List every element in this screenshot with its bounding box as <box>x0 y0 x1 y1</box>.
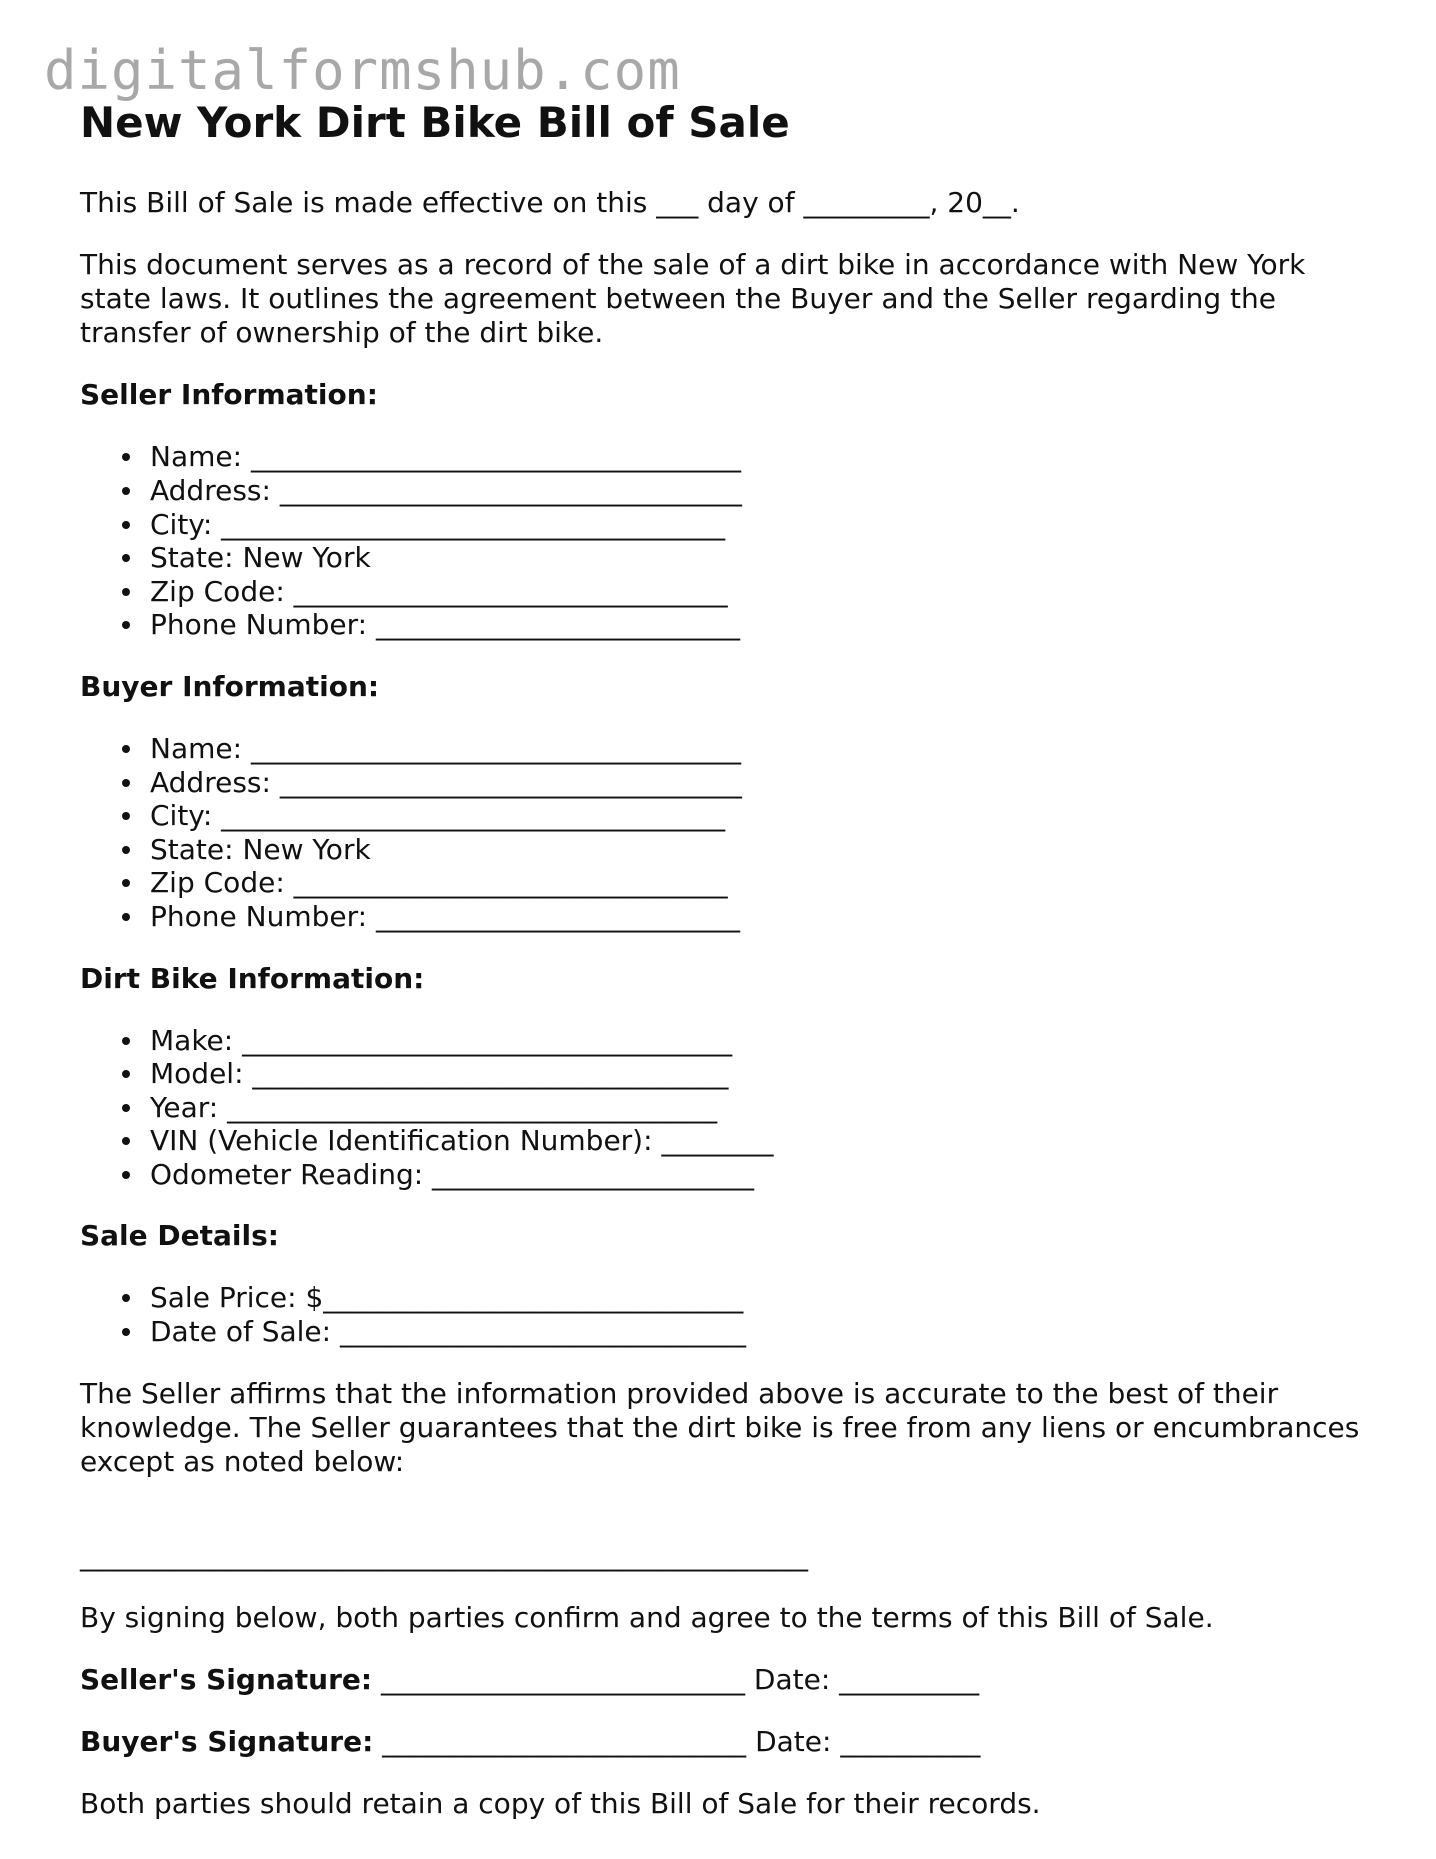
bike-year-field[interactable]: Year: ___________________________________ <box>150 1091 1370 1125</box>
sale-section-heading: Sale Details: <box>80 1219 279 1253</box>
bike-info-list <box>80 1024 1370 1192</box>
seller-phone-field[interactable]: Phone Number: __________________________ <box>150 608 1370 642</box>
liens-notes-field[interactable]: ____________________________________________________ <box>80 1538 808 1572</box>
closing-paragraph: Both parties should retain a copy of this Bill of Sale for their records. <box>80 1786 1041 1820</box>
intro-paragraph: This document serves as a record of the sale of a dirt bike in accordance with New York state laws. It outlines the agreement between the Buyer and the Seller regarding the transfer of ownership of the dirt bike. <box>80 248 1306 350</box>
seller-state-field: State: New York <box>150 541 1370 575</box>
spacer <box>80 1507 1370 1539</box>
document-body <box>80 98 1370 1849</box>
effective-date-line: This Bill of Sale is made effective on this ___ day of _________, 20__. <box>80 186 1020 220</box>
sale-price-field[interactable]: Sale Price: $______________________________ <box>150 1281 1370 1315</box>
seller-date-field[interactable]: __________ <box>839 1662 980 1696</box>
seller-signature-row <box>80 1663 1370 1697</box>
watermark-text: digitalformshub.com <box>44 39 681 102</box>
agreement-paragraph: By signing below, both parties confirm and agree to the terms of this Bill of Sale. <box>80 1600 1214 1634</box>
buyer-date-label: Date: <box>755 1724 832 1758</box>
bike-make-field[interactable]: Make: ___________________________________ <box>150 1024 1370 1058</box>
sale-details-list <box>80 1281 1370 1348</box>
bike-odometer-field[interactable]: Odometer Reading: _______________________ <box>150 1158 1370 1192</box>
buyer-signature-row <box>80 1725 1370 1759</box>
seller-signature-field[interactable]: __________________________ <box>381 1662 745 1696</box>
buyer-zip-field[interactable]: Zip Code: _______________________________ <box>150 866 1370 900</box>
buyer-info-list <box>80 732 1370 934</box>
seller-info-list <box>80 440 1370 642</box>
seller-city-field[interactable]: City: ____________________________________ <box>150 508 1370 542</box>
bike-model-field[interactable]: Model: __________________________________ <box>150 1057 1370 1091</box>
page-title: New York Dirt Bike Bill of Sale <box>80 98 790 147</box>
sale-date-field[interactable]: Date of Sale: _____________________________ <box>150 1315 1370 1349</box>
seller-name-field[interactable]: Name: ___________________________________ <box>150 440 1370 474</box>
seller-zip-field[interactable]: Zip Code: _______________________________ <box>150 575 1370 609</box>
bike-section-heading: Dirt Bike Information: <box>80 961 425 995</box>
seller-address-field[interactable]: Address: _________________________________ <box>150 474 1370 508</box>
seller-date-label: Date: <box>753 1662 831 1696</box>
buyer-phone-field[interactable]: Phone Number: __________________________ <box>150 900 1370 934</box>
buyer-signature-field[interactable]: __________________________ <box>382 1724 747 1758</box>
buyer-date-field[interactable]: __________ <box>840 1724 981 1758</box>
buyer-address-field[interactable]: Address: _________________________________ <box>150 766 1370 800</box>
seller-signature-label: Seller's Signature: <box>80 1662 373 1696</box>
buyer-state-field: State: New York <box>150 833 1370 867</box>
bike-vin-field[interactable]: VIN (Vehicle Identification Number): ________ <box>150 1124 1370 1158</box>
buyer-signature-label: Buyer's Signature: <box>80 1724 374 1758</box>
affirmation-paragraph: The Seller affirms that the information provided above is accurate to the best of their knowledge. The Seller guarantees that the dirt bike is free from any liens or encumbrances except as noted below: <box>80 1376 1360 1478</box>
buyer-city-field[interactable]: City: ____________________________________ <box>150 799 1370 833</box>
buyer-section-heading: Buyer Information: <box>80 669 380 703</box>
seller-section-heading: Seller Information: <box>80 378 378 412</box>
buyer-name-field[interactable]: Name: ___________________________________ <box>150 732 1370 766</box>
